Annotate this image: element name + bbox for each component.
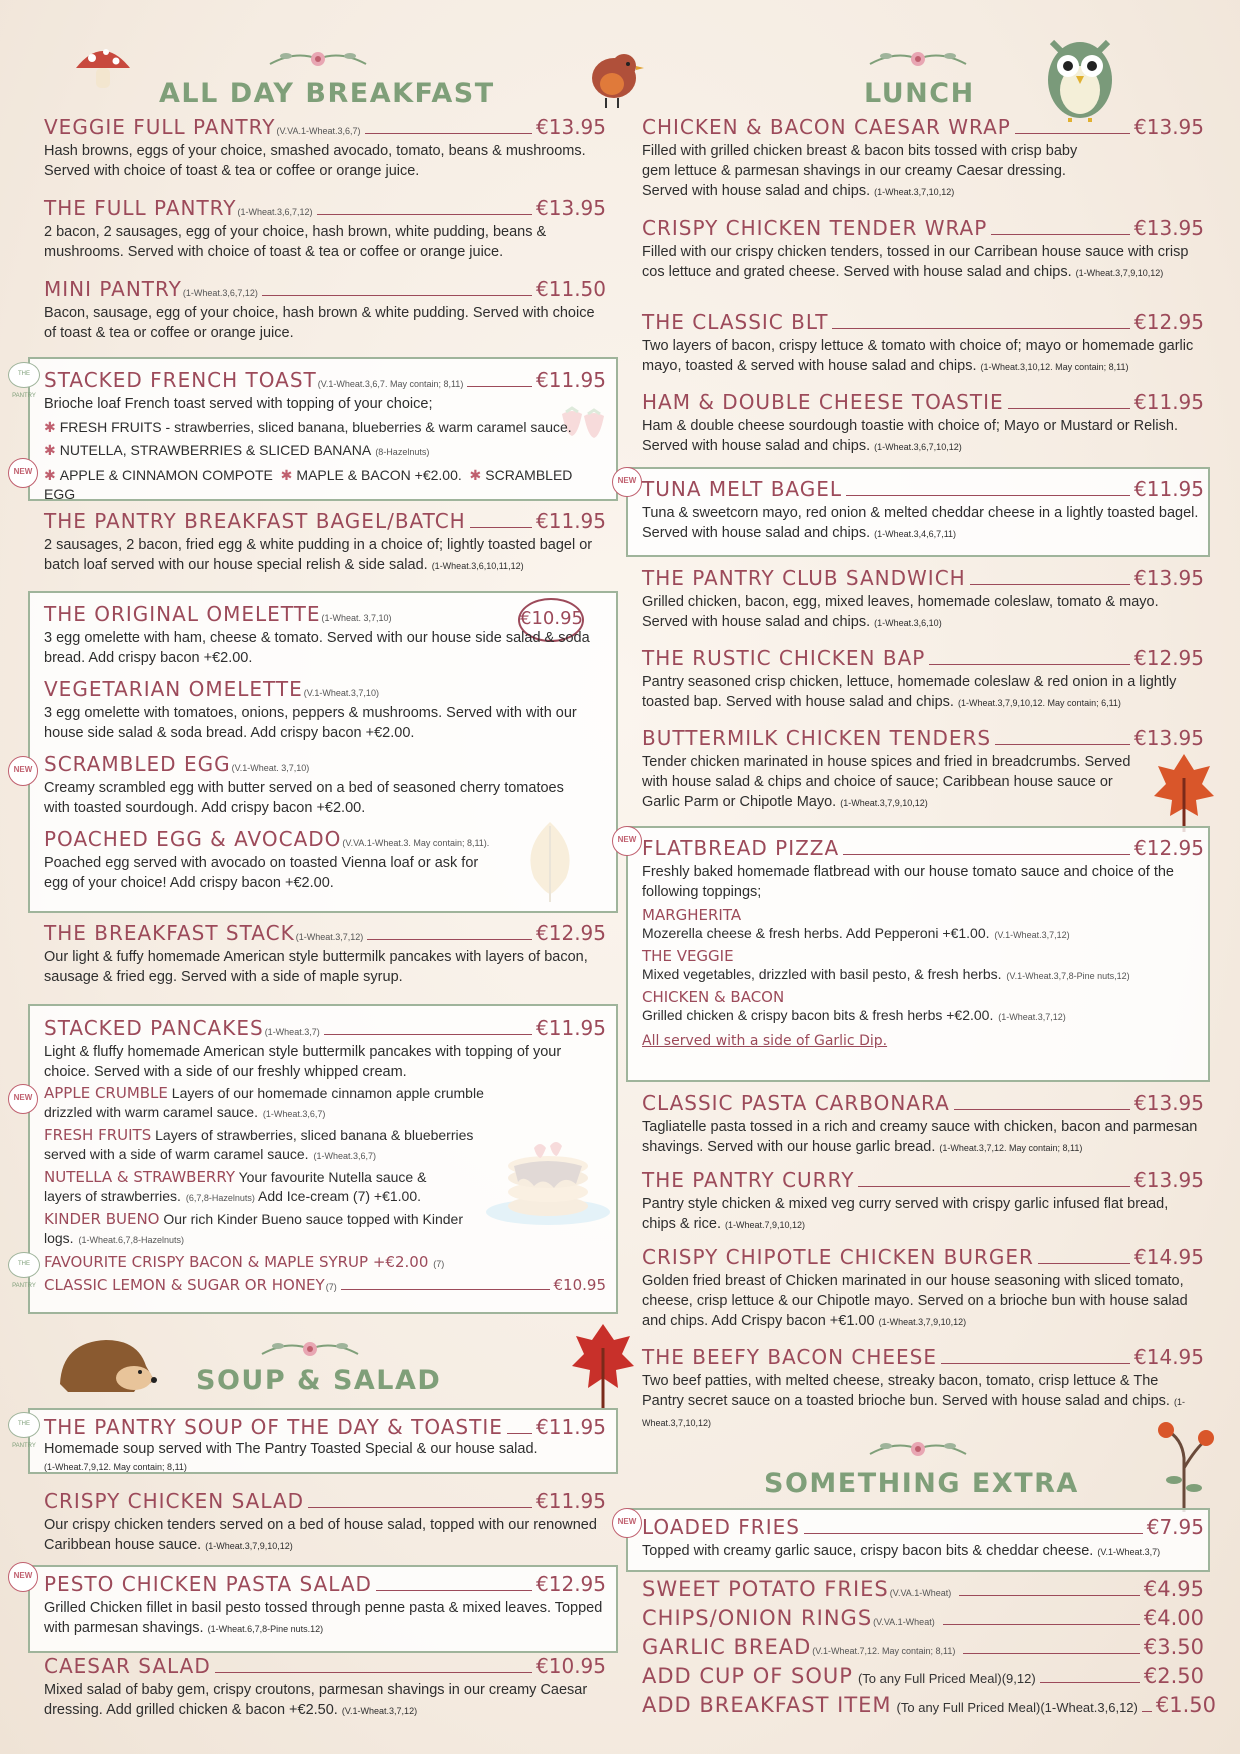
item-description: 2 sausages, 2 bacon, fried egg & white pudding in a choice of; lightly toasted bagel or batch loaf served with our house special relish & side salad. (1-Wheat.3,6,10,11,12) [44,537,593,573]
floral-ornament-icon [258,1332,362,1366]
asterisk-icon: ✱ [469,467,482,483]
item-description: Two layers of bacon, crispy lettuce & tomato with choice of; mayo or homemade garlic mayo, toasted & served with house salad and chips. (1-Wheat.3,10,12. May contain; 8,11) [642,338,1194,374]
menu-item-ham-double-cheese-toastie [642,390,1204,457]
new-badge-icon: NEW [612,1508,642,1538]
item-description: Tender chicken marinated in house spices and fried in breadcrumbs. Served with house salad & chips and choice of sauce; Caribbean house sauce or Garlic Parm or Chipotle Mayo. (1-Wheat.3,7,9,10,12) [642,754,1131,810]
pantry-badge-icon: THE PANTRY [8,1252,40,1278]
item-description: Ham & double cheese sourdough toastie with choice of; Mayo or Mustard or Relish. Served with house salad and chips. (1-Wheat.3,6,7,10,12) [642,418,1178,454]
menu-item-stacked-pancakes [44,1016,606,1298]
menu-item-vegetarian-omelette [44,677,606,743]
item-price: €11.95 [1134,390,1204,414]
item-name: PESTO CHICKEN PASTA SALAD [44,1572,372,1596]
dot-leader [324,1034,532,1035]
topping-option: ✱ NUTELLA, STRAWBERRIES & SLICED BANANA (8-Hazelnuts) [44,442,430,458]
item-price: €7.95 [1146,1515,1204,1539]
item-name: CRISPY CHICKEN TENDER WRAP [642,216,988,240]
pancake-option: APPLE CRUMBLE Layers of our homemade cinnamon apple crumble drizzled with warm caramel sauce. (1-Wheat.3,6,7) [44,1084,484,1120]
item-price: €11.95 [1134,477,1204,501]
menu-item-classic-blt [642,310,1204,377]
item-name: VEGETARIAN OMELETTE [44,677,303,701]
item-description: Freshly baked homemade flatbread with our house tomato sauce and choice of the following toppings; [642,864,1174,900]
pancake-option: FRESH FRUITS Layers of strawberries, sliced banana & blueberries served with a side of warm caramel sauce. (1-Wheat.3,6,7) [44,1126,474,1162]
item-description: Filled with our crispy chicken tenders, tossed in our Carribean house sauce with crisp cos lettuce and grated cheese. Served with house salad and chips. (1-Wheat.3,7,9,10,12) [642,244,1189,280]
item-allergen: (1-Wheat.3,7,12) [295,932,364,942]
red-leaf-icon [570,1318,636,1410]
item-name: THE BEEFY BACON CHEESE [642,1345,938,1369]
menu-item-caesar-salad [44,1654,606,1721]
dot-leader [954,1109,1130,1110]
dot-leader [995,744,1130,745]
item-price: €13.95 [1134,216,1204,240]
menu-item-stacked-french-toast [44,368,606,504]
item-name: TUNA MELT BAGEL [642,477,843,501]
new-badge-icon: NEW [612,826,642,856]
extra-item: ADD BREAKFAST ITEM (To any Full Priced Meal)(1-Wheat.3,6,12) €1.50 [642,1693,1216,1717]
dot-leader [215,1672,532,1673]
pizza-option-name: THE VEGGIE [642,947,734,965]
item-allergen: (V.1-Wheat.3,6,7. May contain; 8,11) [317,379,464,389]
dot-leader [832,328,1130,329]
extra-item: SWEET POTATO FRIES (V.VA.1-Wheat) €4.95 [642,1577,1204,1601]
menu-item-flatbread-pizza [642,836,1204,1049]
item-description: Grilled Chicken fillet in basil pesto tossed through penne pasta & mixed leaves. Topped with parmesan shavings. (1-Wheat.6,7,8-Pine nuts.12) [44,1600,603,1636]
floral-ornament-icon [266,42,370,76]
new-badge-icon: NEW [8,756,38,786]
item-description: Bacon, sausage, egg of your choice, hash brown & white pudding. Served with choice of toast & tea or coffee or orange juice. [44,305,595,341]
section-title-soup-salad: SOUP & SALAD [196,1365,442,1396]
menu-item-poached-egg-avocado [44,827,490,893]
menu-item-veggie-full-pantry [44,115,606,181]
item-description: Tagliatelle pasta tossed in a rich and creamy sauce with chicken, bacon and parmesan shavings. Served with our house garlic bread. (1-Wheat.3,7,12. May contain; 8,11) [642,1119,1198,1155]
item-name: THE BREAKFAST STACK [44,921,295,945]
asterisk-icon: ✱ [280,467,293,483]
item-description: Topped with creamy garlic sauce, crispy bacon bits & cheddar cheese. (V.1-Wheat.3,7) [642,1543,1161,1559]
item-name: VEGGIE FULL PANTRY [44,115,276,139]
menu-item-buttermilk-chicken-tenders [642,726,1204,813]
item-name: STACKED FRENCH TOAST [44,368,317,392]
item-price: €13.95 [1134,566,1204,590]
item-name: THE ORIGINAL OMELETTE [44,602,321,626]
item-price: €10.95 [536,1654,606,1678]
dot-leader [467,386,532,387]
item-name: CHICKEN & BACON CAESAR WRAP [642,115,1011,139]
item-name: CAESAR SALAD [44,1654,211,1678]
item-description: 2 bacon, 2 sausages, egg of your choice, hash brown, white pudding, beans & mushrooms. Served with choice of toast & tea or coffee or orange juice. [44,224,547,260]
dot-leader [470,527,532,528]
item-name: THE PANTRY CURRY [642,1168,855,1192]
new-badge-icon: NEW [612,467,642,497]
menu-item-soup-of-the-day [44,1415,606,1476]
item-price: €12.95 [536,1572,606,1596]
item-description: Two beef patties, with melted cheese, streaky bacon, tomato, crisp lettuce & The Pantry secret sauce on a toasted brioche bun. Served with house salad and chips. (1-Wheat.3,7,10,12) [642,1373,1185,1428]
dot-leader [1038,1263,1130,1264]
item-name: THE PANTRY CLUB SANDWICH [642,566,966,590]
new-badge-icon: NEW [8,1084,38,1114]
section-title-lunch: LUNCH [864,78,975,109]
item-allergen: (V.VA.1-Wheat.3,6,7) [276,126,361,136]
item-name: THE FULL PANTRY [44,196,237,220]
menu-item-pantry-curry [642,1168,1204,1235]
asterisk-icon: ✱ [44,442,56,458]
item-name: THE PANTRY SOUP OF THE DAY & TOASTIE [44,1415,503,1439]
pizza-footer: All served with a side of Garlic Dip. [642,1033,888,1049]
pizza-option-text: Mozerella cheese & fresh herbs. Add Pepperoni +€1.00. (V.1-Wheat.3,7,12) [642,925,1070,941]
item-description: Our light & fuffy homemade American style buttermilk pancakes with layers of bacon, sausage & fried egg. Served with a side of maple syrup. [44,949,588,985]
section-title-something-extra: SOMETHING EXTRA [764,1468,1079,1499]
dot-leader [846,495,1130,496]
dot-leader [941,1363,1130,1364]
item-description: Mixed salad of baby gem, crispy croutons, parmesan shavings in our creamy Caesar dressing. Add grilled chicken & bacon +€2.50. (V.1-Wheat.3,7,12) [44,1682,588,1718]
item-price: €12.95 [536,921,606,945]
item-description: Brioche loaf French toast served with topping of your choice; [44,396,433,412]
item-price: €12.95 [1134,310,1204,334]
pizza-option-text: Grilled chicken & crispy bacon bits & fresh herbs +€2.00. (1-Wheat.3,7,12) [642,1007,1066,1023]
robin-bird-icon [584,44,646,112]
item-price: €13.95 [1134,115,1204,139]
extra-item: ADD CUP OF SOUP (To any Full Priced Meal)(9,12) €2.50 [642,1664,1204,1688]
item-allergen: (1-Wheat.3,6,7,12) [182,288,258,298]
extra-item: CHIPS/ONION RINGS (V.VA.1-Wheat) €4.00 [642,1606,1204,1630]
item-name: CLASSIC PASTA CARBONARA [642,1091,950,1115]
menu-item-crispy-chicken-tender-wrap [642,216,1204,283]
extra-item: GARLIC BREAD (V.1-Wheat.7,12. May contain; 8,11) €3.50 [642,1635,1204,1659]
pancake-option-lemon: CLASSIC LEMON & SUGAR OR HONEY (7) €10.95 [44,1276,606,1294]
item-name: THE RUSTIC CHICKEN BAP [642,646,926,670]
item-price: €12.95 [1134,646,1204,670]
omelette-price: €10.95 [518,598,584,642]
item-price: €13.95 [1134,1168,1204,1192]
item-name: BUTTERMILK CHICKEN TENDERS [642,726,992,750]
pizza-option-text: Mixed vegetables, drizzled with basil pesto, & fresh herbs. (V.1-Wheat.3,7,8-Pine nuts,12) [642,966,1130,982]
pancake-option: NUTELLA & STRAWBERRY Your favourite Nutella sauce & layers of strawberries. (6,7,8-Hazelnuts) Add Ice-cream (7) +€1.00. [44,1168,427,1204]
item-description: Poached egg served with avocado on toasted Vienna loaf or ask for egg of your choice! Add crispy bacon +€2.00. [44,855,479,891]
topping-option: ✱ FRESH FRUITS - strawberries, sliced banana, blueberries & warm caramel sauce. [44,419,572,435]
dot-leader [262,295,532,296]
dot-leader [1008,408,1130,409]
dot-leader [858,1186,1130,1187]
item-description: Our crispy chicken tenders served on a bed of house salad, topped with our renowned Caribbean house sauce. (1-Wheat.3,7,9,10,12) [44,1517,597,1553]
dot-leader [365,133,533,134]
item-name: THE CLASSIC BLT [642,310,829,334]
item-price: €13.95 [536,115,606,139]
mushroom-icon [72,40,134,92]
item-price: €11.95 [536,368,606,392]
menu-item-the-full-pantry [44,196,606,262]
item-allergen: (1-Wheat.3,6,7,12) [237,207,313,217]
pantry-badge-icon: THE PANTRY [8,362,40,388]
dot-leader [376,1590,532,1591]
menu-item-loaded-fries [642,1515,1204,1562]
item-name: LOADED FRIES [642,1515,800,1539]
item-description: 3 egg omelette with ham, cheese & tomato. Served with our house side salad & soda bread. Add crispy bacon +€2.00. [44,630,590,666]
item-price: €11.50 [536,277,606,301]
item-price: €11.95 [536,1016,606,1040]
menu-item-scrambled-egg [44,752,564,818]
menu-item-chicken-bacon-caesar-wrap [642,115,1204,202]
item-price: €11.95 [536,1415,606,1439]
item-description: Tuna & sweetcorn mayo, red onion & melted cheddar cheese in a lightly toasted bagel. Served with house salad and chips. (1-Wheat.3,4,6,7,11) [642,505,1199,541]
item-description: Pantry style chicken & mixed veg curry served with crispy garlic infused flat bread, chips & rice. (1-Wheat.7,9,10,12) [642,1196,1169,1232]
dot-leader [843,854,1130,855]
item-description: Grilled chicken, bacon, egg, mixed leaves, homemade coleslaw, tomato & mayo. Served with house salad and chips. (1-Wheat.3,6,10) [642,594,1159,630]
topping-option: ✱ APPLE & CINNAMON COMPOTE ✱ MAPLE & BACON +€2.00. ✱ SCRAMBLED EGG [44,467,573,502]
item-price: €14.95 [1134,1245,1204,1269]
item-price: €13.95 [1134,726,1204,750]
item-name: POACHED EGG & AVOCADO [44,827,342,851]
extras-list [642,1577,1216,1722]
new-badge-icon: NEW [8,1562,38,1592]
menu-item-crispy-chicken-salad [44,1489,606,1556]
floral-ornament-icon [866,42,970,76]
item-allergen: (1-Wheat. 3,7,10) [321,613,392,623]
section-title-all-day-breakfast: ALL DAY BREAKFAST [159,78,495,109]
item-name: STACKED PANCAKES [44,1016,264,1040]
dot-leader [929,664,1130,665]
item-allergen: (V.VA.1-Wheat.3. May contain; 8,11). [342,838,490,848]
item-description: Homemade soup served with The Pantry Toasted Special & our house salad. (1-Wheat.7,9,12. May contain; 8,11) [44,1441,538,1472]
menu-item-breakfast-bagel [44,509,606,576]
menu-item-pantry-club-sandwich [642,566,1204,633]
asterisk-icon: ✱ [44,419,56,435]
pancake-option: KINDER BUENO Our rich Kinder Bueno sauce topped with Kinder logs. (1-Wheat.6,7,8-Hazelnuts) [44,1210,463,1246]
menu-item-classic-pasta-carbonara [642,1091,1204,1158]
pizza-option-name: CHICKEN & BACON [642,988,785,1006]
floral-ornament-icon [866,1432,970,1466]
dot-leader [317,214,532,215]
owl-icon [1040,30,1120,122]
item-name: SCRAMBLED EGG [44,752,231,776]
item-description: Pantry seasoned crisp chicken, lettuce, homemade coleslaw & red onion in a lightly toasted bap. Served with house salad and chips. (1-Wheat.3,7,9,10,12. May contain; 6,11) [642,674,1177,710]
dot-leader [1015,133,1130,134]
item-name: MINI PANTRY [44,277,182,301]
menu-item-beefy-bacon-cheese [642,1345,1204,1433]
item-name: CRISPY CHICKEN SALAD [44,1489,305,1513]
menu-item-mini-pantry [44,277,606,343]
new-badge-icon: NEW [8,458,38,488]
item-price: €13.95 [536,196,606,220]
dot-leader [308,1507,532,1508]
item-allergen: (V.1-Wheat.3,7,10) [303,688,379,698]
item-price: €13.95 [1134,1091,1204,1115]
item-name: THE PANTRY BREAKFAST BAGEL/BATCH [44,509,466,533]
item-description: 3 egg omelette with tomatoes, onions, peppers & mushrooms. Served with with our house side salad & soda bread. Add crispy bacon +€2.00. [44,705,577,741]
item-price: €11.95 [536,1489,606,1513]
item-price: €11.95 [536,509,606,533]
item-price: €12.95 [1134,836,1204,860]
dot-leader [367,939,532,940]
menu-item-crispy-chipotle-chicken-burger [642,1245,1204,1332]
item-name: FLATBREAD PIZZA [642,836,840,860]
dot-leader [804,1533,1143,1534]
dot-leader [970,584,1130,585]
menu-item-pesto-chicken-pasta-salad [44,1572,606,1639]
item-allergen: (V.1-Wheat. 3,7,10) [231,763,310,773]
menu-item-breakfast-stack [44,921,606,987]
dot-leader [991,234,1130,235]
menu-item-rustic-chicken-bap [642,646,1204,713]
dot-leader [507,1433,532,1434]
pantry-badge-icon: THE PANTRY [8,1412,40,1438]
item-description: Creamy scrambled egg with butter served on a bed of seasoned cherry tomatoes with toasted sourdough. Add crispy bacon +€2.00. [44,780,564,816]
item-name: CRISPY CHIPOTLE CHICKEN BURGER [642,1245,1034,1269]
menu-item-tuna-melt-bagel [642,477,1204,544]
item-description: Golden fried breast of Chicken marinated in our house seasoning with sliced tomato, cheese, crisp lettuce & our Chipotle mayo. Served on a brioche bun with house salad and chips. Add Crispy bacon +€1.00 (1-Wheat.3,7,9,10,12) [642,1273,1188,1329]
hedgehog-icon [54,1332,158,1402]
pizza-option-name: MARGHERITA [642,906,742,924]
item-description: Hash browns, eggs of your choice, smashed avocado, tomato, beans & mushrooms. Served with choice of toast & tea or coffee or orange juice. [44,143,586,179]
pancake-option-bacon-maple: FAVOURITE CRISPY BACON & MAPLE SYRUP +€2.00 (7) [44,1253,445,1271]
item-price: €14.95 [1134,1345,1204,1369]
item-name: HAM & DOUBLE CHEESE TOASTIE [642,390,1004,414]
item-description: Filled with grilled chicken breast & bacon bits tossed with crisp baby gem lettuce & parmesan shavings in our creamy Caesar dressing. Served with house salad and chips. (1-Wheat.3,7,10,12) [642,143,1078,199]
item-description: Light & fluffy homemade American style buttermilk pancakes with topping of your choice. Served with a side of our freshly whipped cream. [44,1044,562,1080]
asterisk-icon: ✱ [44,467,56,483]
item-allergen: (1-Wheat.3,7) [264,1027,320,1037]
